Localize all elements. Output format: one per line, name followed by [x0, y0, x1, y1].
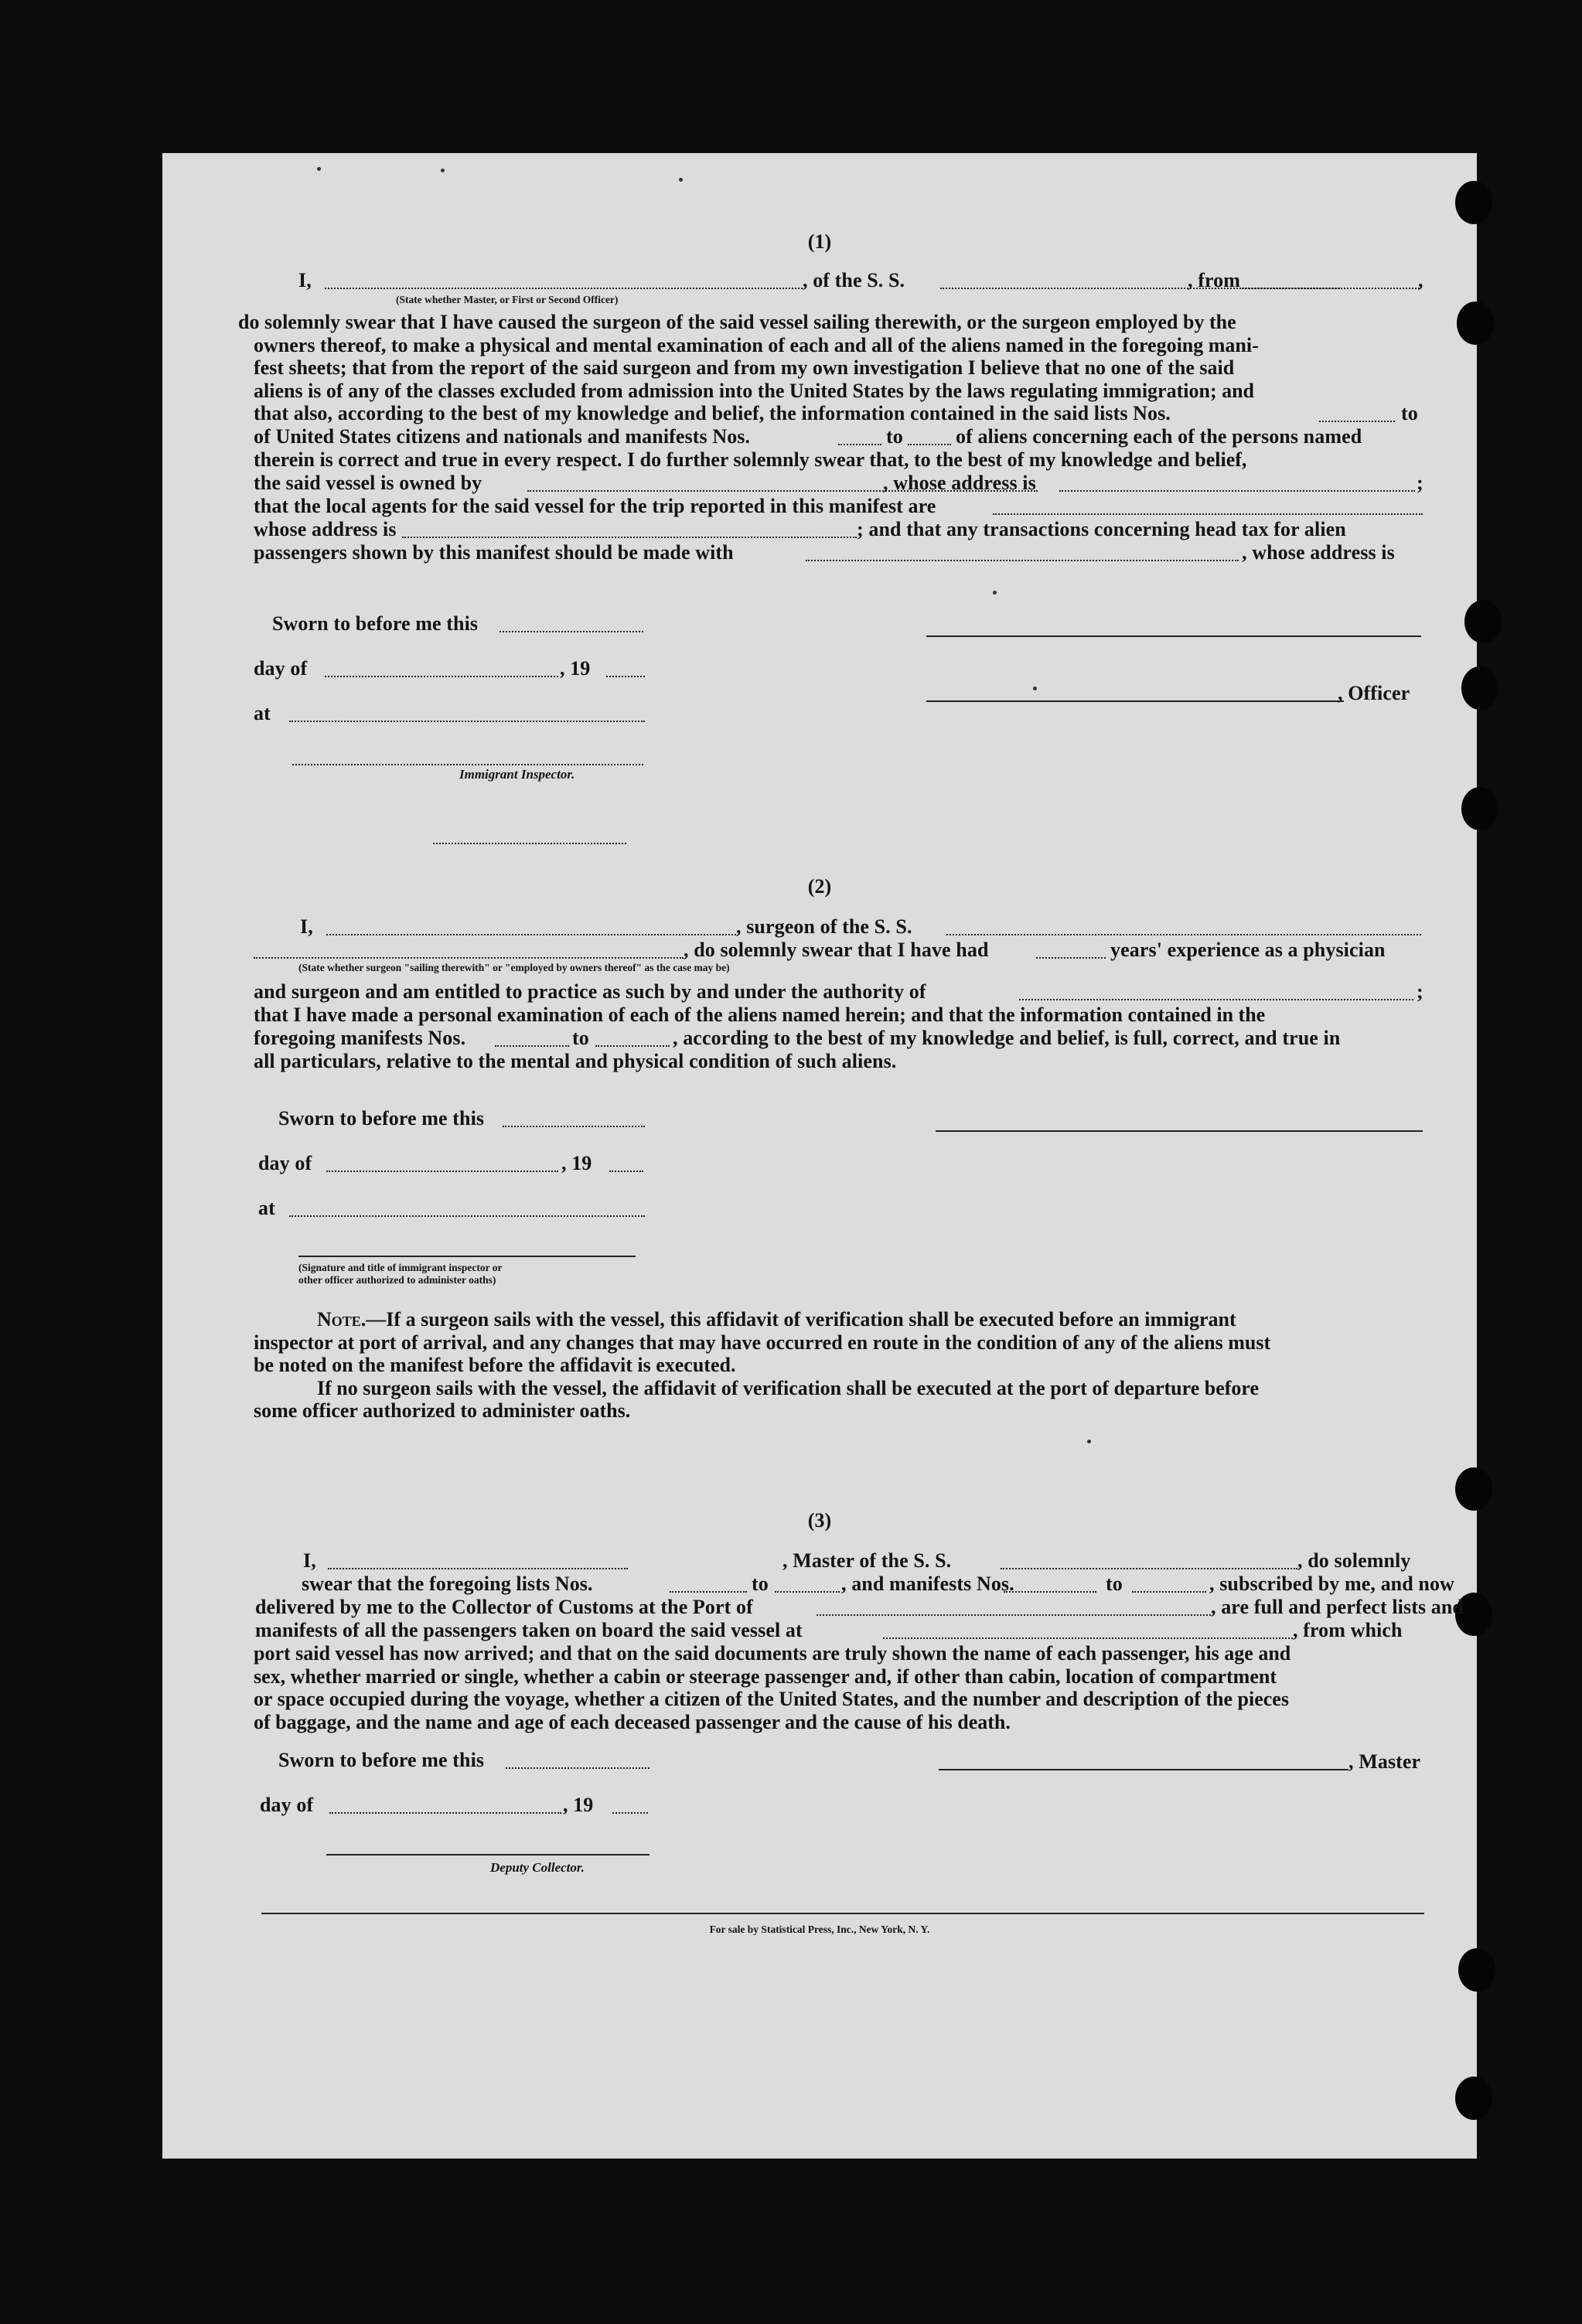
- s2-note-line: If no surgeon sails with the vessel, the affidavit of verification shall be executed at the port of departure before: [317, 1376, 1260, 1399]
- s1-at-field[interactable]: [289, 721, 645, 722]
- s3-i-label: I,: [303, 1549, 316, 1572]
- s3-port-field[interactable]: [817, 1614, 1211, 1616]
- s2-years-field[interactable]: [1036, 957, 1106, 959]
- s1-day-label: day of: [254, 657, 308, 680]
- s2-note-line: inspector at port of arrival, and any changes that may have occurred en route in the condition of any of the aliens must: [254, 1331, 1271, 1354]
- s1-paragraph: [238, 311, 1423, 402]
- s1-year-label: , 19: [560, 657, 591, 680]
- s2-note-line: [317, 1308, 1423, 1331]
- s3-paragraph: [254, 1642, 1423, 1733]
- s2-line4: that I have made a personal examination of each of the aliens named herein; and that the information contained in the: [254, 1004, 1266, 1026]
- s1-line11-end: , whose address is: [1242, 541, 1395, 564]
- s3-sworn-day-field[interactable]: [506, 1767, 650, 1769]
- section-1-number: (1): [807, 230, 832, 253]
- s1-signature-line[interactable]: [926, 636, 1421, 637]
- s3-year-label: , 19: [563, 1794, 594, 1816]
- s3-text-line: port said vessel has now arrived; and that on the said documents are truly shown the name of each passenger, his age and: [254, 1642, 1291, 1665]
- punch-hole: [1461, 666, 1498, 710]
- s1-inspector-label: Immigrant Inspector.: [459, 767, 575, 782]
- s2-line5: foregoing manifests Nos.: [254, 1027, 466, 1049]
- s3-master-label: , Master of the S. S.: [782, 1549, 952, 1572]
- s2-signature-note: other officer authorized to administer oaths): [298, 1274, 496, 1286]
- s3-lists-from-field[interactable]: [670, 1591, 747, 1593]
- s1-rank-note: (State whether Master, or First or Second Officer): [396, 294, 619, 305]
- s3-line4-end: , from which: [1293, 1619, 1403, 1641]
- s1-comma: ,: [1418, 269, 1423, 291]
- s1-owner-address-field[interactable]: [1059, 490, 1415, 492]
- s1-line8: the said vessel is owned by: [254, 472, 482, 494]
- s2-line5-end: , according to the best of my knowledge and belief, is full, correct, and true in: [673, 1027, 1341, 1049]
- section-2-number: (2): [807, 875, 832, 898]
- s3-master-title: , Master: [1348, 1750, 1421, 1773]
- scan-speck: [1033, 687, 1037, 690]
- s1-manifest-to-field[interactable]: [908, 444, 951, 445]
- s1-sworn-label: Sworn to before me this: [272, 612, 479, 635]
- s2-note-label: Note.: [317, 1308, 367, 1331]
- s3-year-field[interactable]: [612, 1812, 648, 1814]
- s1-extra-field: [433, 843, 626, 844]
- s2-line2-end: years' experience as a physician: [1110, 939, 1386, 961]
- s2-at-label: at: [258, 1197, 275, 1219]
- s1-line6: of United States citizens and nationals and manifests Nos.: [254, 425, 751, 448]
- s1-line7: therein is correct and true in every respect. I do further solemnly swear that, to the best of my knowledge and belief,: [254, 448, 1247, 471]
- s3-deputy-signature-line[interactable]: [326, 1854, 650, 1855]
- s3-vessel-field[interactable]: [1001, 1568, 1297, 1569]
- s3-sworn-label: Sworn to before me this: [278, 1749, 485, 1771]
- footer-rule: [261, 1913, 1424, 1914]
- s3-manifests-from-field[interactable]: [1004, 1591, 1096, 1593]
- s3-line2: swear that the foregoing lists Nos.: [302, 1573, 593, 1595]
- s3-text-line: sex, whether married or single, whether a cabin or steerage passenger and, if other than cabin, location of compartment: [254, 1665, 1277, 1688]
- s3-master-signature-line[interactable]: [939, 1769, 1348, 1770]
- s3-deputy-label: Deputy Collector.: [490, 1860, 585, 1875]
- s2-i-label: I,: [300, 915, 313, 938]
- s2-note-line: be noted on the manifest before the affidavit is executed.: [254, 1354, 736, 1377]
- scan-speck: [441, 169, 445, 172]
- s3-lists-to-field[interactable]: [775, 1591, 840, 1593]
- punch-hole: [1458, 1948, 1495, 1992]
- s3-line3-end: , are full and perfect lists and: [1211, 1596, 1464, 1618]
- s1-agents-field[interactable]: [993, 513, 1423, 515]
- s1-from-label: , from: [1188, 269, 1240, 291]
- s1-text-line: owners thereof, to make a physical and mental examination of each and all of the aliens named in the foregoing mani-: [254, 333, 1259, 356]
- s2-signature-line[interactable]: [936, 1130, 1423, 1132]
- s3-line4: manifests of all the passengers taken on board the said vessel at: [255, 1619, 803, 1641]
- punch-hole: [1455, 1467, 1492, 1511]
- s1-year-field[interactable]: [606, 676, 645, 677]
- s2-surgeon-label: , surgeon of the S. S.: [736, 915, 912, 938]
- s2-note-paragraph: [254, 1308, 1423, 1423]
- s1-address-label: , whose address is: [883, 472, 1036, 494]
- s2-note-line: some officer authorized to administer oaths.: [254, 1399, 631, 1423]
- s1-line10: whose address is: [254, 518, 397, 540]
- punch-hole: [1455, 181, 1492, 224]
- s1-line11: passengers shown by this manifest should be made with: [254, 541, 734, 564]
- punch-hole: [1457, 302, 1494, 345]
- s3-month-field[interactable]: [329, 1812, 561, 1814]
- s1-officer-name-field[interactable]: [325, 288, 803, 289]
- s1-semicolon: ;: [1417, 472, 1423, 494]
- section-3-number: (3): [807, 1509, 832, 1532]
- s2-day-label: day of: [258, 1152, 312, 1174]
- s1-to-label-2: to: [886, 425, 903, 448]
- s1-lists-from-field[interactable]: [1319, 421, 1395, 422]
- s1-line9: that the local agents for the said vessel for the trip reported in this manifest are: [254, 495, 936, 517]
- s2-year-label: , 19: [561, 1152, 592, 1174]
- s3-master-name-field[interactable]: [328, 1568, 628, 1569]
- s1-line6-end: of aliens concerning each of the persons named: [956, 425, 1362, 448]
- s2-line2: , do solemnly swear that I have had: [684, 939, 989, 961]
- punch-hole: [1455, 2077, 1492, 2120]
- s2-to-label: to: [572, 1027, 589, 1049]
- s1-line10-end: ; and that any transactions concerning head tax for alien: [857, 518, 1346, 540]
- s1-inspector-signature-field[interactable]: [292, 764, 643, 765]
- s1-text-line: aliens is of any of the classes excluded from admission into the United States by the laws regulating immigration; and: [254, 379, 1255, 402]
- s1-text-line: fest sheets; that from the report of the said surgeon and from my own investigation I believe that no one of the said: [254, 356, 1235, 380]
- s3-manifests-label: , and manifests Nos.: [841, 1573, 1014, 1595]
- s1-of-label: , of the S. S.: [803, 269, 905, 291]
- s2-authority-field[interactable]: [1019, 999, 1413, 1000]
- s2-signature-note: (Signature and title of immigrant inspector or: [298, 1262, 503, 1273]
- s2-manifest-from-field[interactable]: [495, 1045, 569, 1047]
- s1-to-label: to: [1401, 402, 1418, 424]
- s1-i-label: I,: [298, 269, 312, 291]
- s3-manifests-to-field[interactable]: [1132, 1591, 1206, 1593]
- s1-from-port-field[interactable]: [1242, 288, 1420, 289]
- footer-printer: For sale by Statistical Press, Inc., New York, N. Y.: [709, 1924, 930, 1935]
- s2-sworn-label: Sworn to before me this: [278, 1107, 485, 1130]
- scan-speck: [1087, 1440, 1091, 1443]
- s3-to-label: to: [752, 1573, 769, 1595]
- s3-text-line: of baggage, and the name and age of each deceased passenger and the cause of his death.: [254, 1710, 1011, 1733]
- s1-line5: that also, according to the best of my knowledge and belief, the information contained in the said lists Nos.: [254, 402, 1171, 424]
- s2-inspector-signature-line[interactable]: [298, 1256, 636, 1257]
- s1-officer-line[interactable]: [926, 700, 1344, 702]
- s3-day-label: day of: [260, 1794, 314, 1816]
- manifest-affidavit-page: [162, 153, 1477, 2159]
- s3-line2-end: , subscribed by me, and now: [1209, 1573, 1454, 1595]
- s1-head-tax-field[interactable]: [806, 560, 1239, 561]
- scan-speck: [679, 178, 683, 182]
- s2-sworn-day-field[interactable]: [503, 1126, 645, 1127]
- s3-to-label-2: to: [1106, 1573, 1123, 1595]
- punch-hole: [1464, 600, 1502, 643]
- s2-manifest-to-field[interactable]: [595, 1045, 670, 1047]
- punch-hole: [1461, 787, 1498, 830]
- s1-month-field[interactable]: [325, 676, 558, 677]
- s3-line3: delivered by me to the Collector of Customs at the Port of: [255, 1596, 753, 1618]
- s2-status-note: (State whether surgeon "sailing therewith" or "employed by owners thereof" as the case may be): [298, 962, 730, 973]
- s2-month-field[interactable]: [326, 1171, 558, 1172]
- s3-text-line: or space occupied during the voyage, whether a citizen of the United States, and the number and description of the pieces: [254, 1688, 1289, 1711]
- s1-agents-address-field[interactable]: [402, 537, 857, 538]
- s2-surgeon-name-field[interactable]: [326, 934, 736, 935]
- s1-sworn-day-field[interactable]: [499, 631, 643, 632]
- s3-solemnly: , do solemnly: [1297, 1549, 1411, 1572]
- s2-line6: all particulars, relative to the mental and physical condition of such aliens.: [254, 1050, 897, 1072]
- s3-boarding-port-field[interactable]: [883, 1637, 1293, 1639]
- s2-year-field[interactable]: [609, 1171, 643, 1172]
- s2-line3: and surgeon and am entitled to practice as such by and under the authority of: [254, 980, 926, 1003]
- s2-semicolon: ;: [1417, 980, 1423, 1003]
- s1-manifest-from-field[interactable]: [838, 444, 881, 445]
- s2-vessel-field[interactable]: [946, 934, 1421, 935]
- s2-note-text: —If a surgeon sails with the vessel, this affidavit of verification shall be executed before an immigrant: [366, 1308, 1236, 1331]
- scan-speck: [317, 167, 321, 171]
- s2-status-field[interactable]: [254, 957, 684, 959]
- s1-at-label: at: [254, 702, 271, 724]
- s2-at-field[interactable]: [289, 1215, 645, 1217]
- s1-text-line: do solemnly swear that I have caused the surgeon of the said vessel sailing therewith, or the surgeon employed by the: [238, 311, 1236, 333]
- s1-officer-label: , Officer: [1338, 682, 1410, 704]
- scan-speck: [993, 591, 997, 595]
